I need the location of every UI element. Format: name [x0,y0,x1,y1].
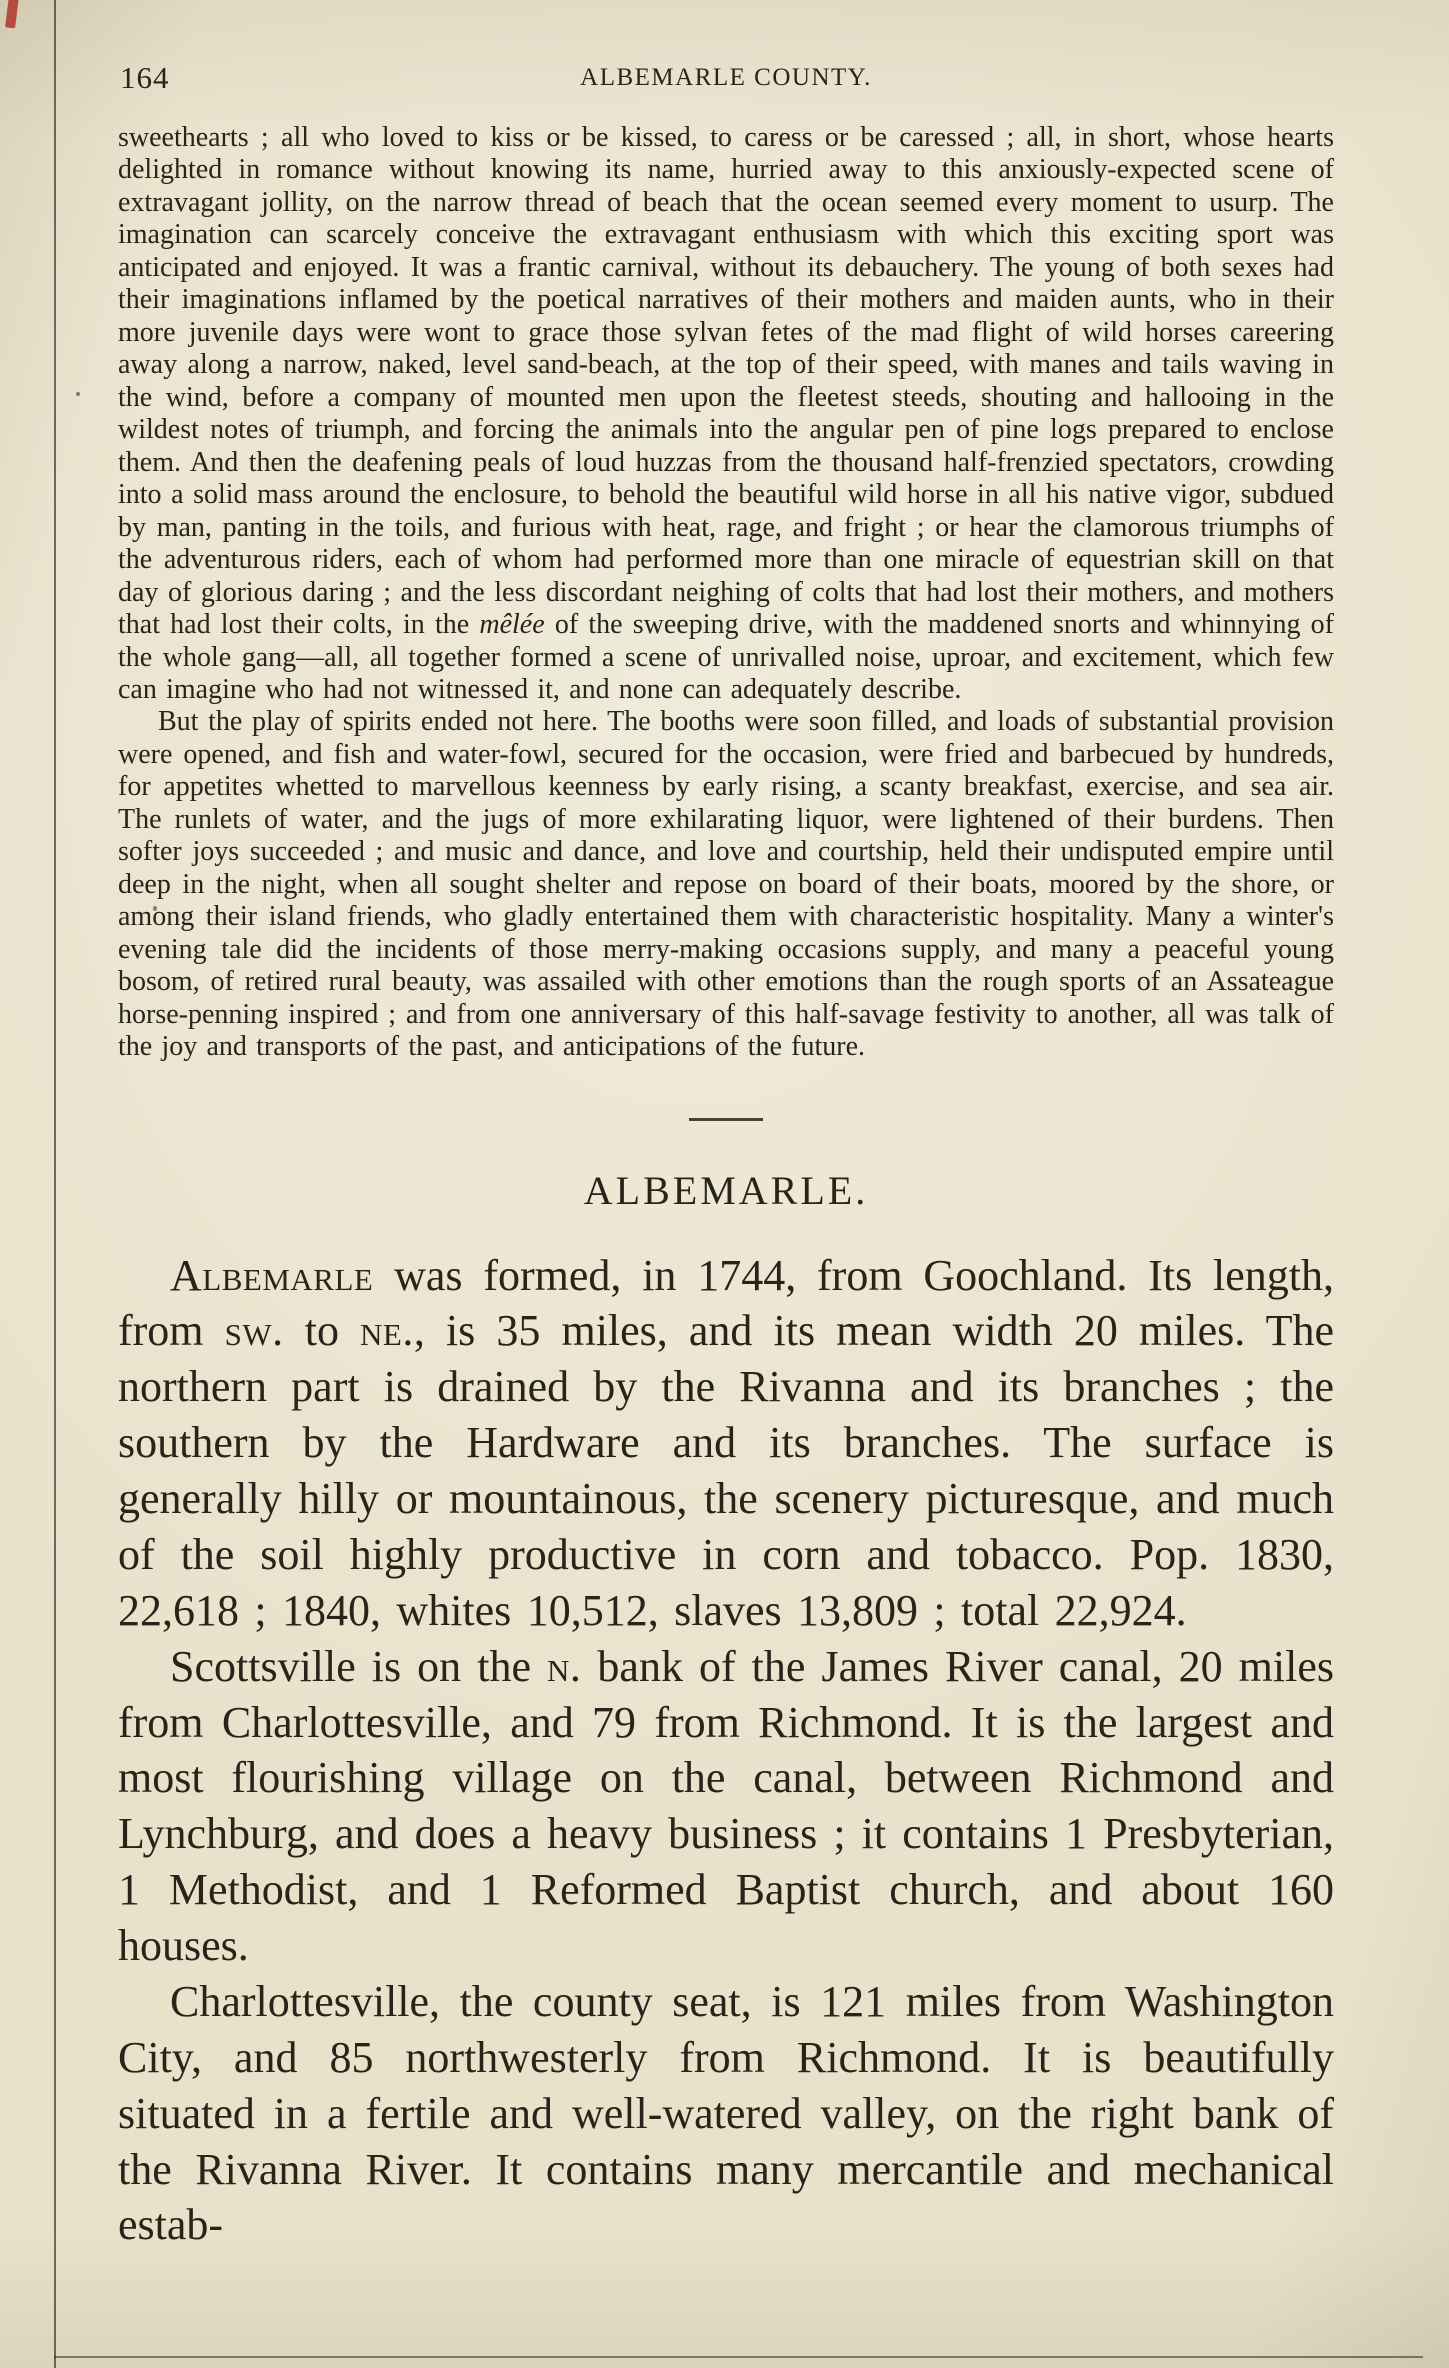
running-title: ALBEMARLE COUNTY. [580,64,872,91]
paragraph-horse-penning: sweethearts ; all who loved to kiss or be kissed, to caress or be caressed ; all, in short, whose hearts delighted in romance without knowing its name, hurried away to this anxiously-expected scene of extravagant jollity, on the narrow thread of beach that the ocean seemed every moment to usurp. The imagination can scarcely conceive the extravagant enthusiasm with which this exciting sport was anticipated and enjoyed. It was a frantic carnival, without its debauchery. The young of both sexes had their imaginations inflamed by the poetical narratives of their mothers and maiden aunts, who in their more juvenile days were wont to grace those sylvan fetes of the mad flight of wild horses careering away along a narrow, naked, level sand-beach, at the top of their speed, with manes and tails waving in the wind, before a company of mounted men upon the fleetest steeds, shouting and hallooing in the wildest notes of triumph, and forcing the animals into the angular pen of pine logs prepared to enclose them. And then the deafening peals of loud huzzas from the thousand half-frenzied spectators, crowding into a solid mass around the enclosure, to behold the beautiful wild horse in all his native vigor, subdued by man, panting in the toils, and furious with heat, rage, and fright ; or hear the clamorous triumphs of the adventurous riders, each of whom had performed more than one miracle of equestrian skill on that day of glorious daring ; and the less discordant neighing of colts that had lost their mothers, and mothers that had lost their colts, in the mêlée of the sweeping drive, with the maddened snorts and whinnying of the whole gang—all, all together formed a scene of unrivalled noise, uproar, and excitement, which few can imagine who had not witnessed it, and none can adequately describe. [118,122,1334,705]
scan-edge-line-left [54,0,56,2368]
ink-speck [76,392,80,396]
page-number: 164 [120,60,170,95]
paragraph-charlottesville: Charlottesville, the county seat, is 121 miles from Washington City, and 85 northwesterly from Richmond. It is beautifully situated in a fertile and well-watered valley, on the right bank of the Rivanna River. It contains many mercantile and mechanical estab- [118,1976,1334,2250]
page-header [118,56,1334,98]
section-divider [689,1118,763,1121]
text-block [118,56,1334,2253]
red-ink-mark [5,0,19,28]
paragraph-albemarle-overview: Albemarle was formed, in 1744, from Goochland. Its length, from sw. to ne., is 35 miles, and its mean width 20 miles. The northern part is drained by the Rivanna and its branches ; the southern by the Hardware and its branches. The surface is generally hilly or mountainous, the scenery picturesque, and much of the soil highly productive in corn and tobacco. Pop. 1830, 22,618 ; 1840, whites 10,512, slaves 13,809 ; total 22,924. [118,1250,1334,1635]
paragraph-festivity: But the play of spirits ended not here. The booths were soon filled, and loads of substantial provision were opened, and fish and water-fowl, secured for the occasion, were fried and barbecued by hundreds, for appetites whetted to marvellous keenness by early rising, a scanty breakfast, exercise, and sea air. The runlets of water, and the jugs of more exhilarating liquor, were lightened of their burdens. Then softer joys succeeded ; and music and dance, and love and courtship, held their undisputed empire until deep in the night, when all sought shelter and repose on board of their boats, moored by the shore, or among their island friends, who gladly entertained them with characteristic hospitality. Many a winter's evening tale did the incidents of those merry-making occasions supply, and many a peaceful young bosom, of retired rural beauty, was assailed with other emotions than the rough sports of an Assateague horse-penning inspired ; and from one anniversary of this half-savage festivity to another, all was talk of the joy and transports of the past, and anticipations of the future. [118,706,1334,1063]
section-heading: ALBEMARLE. [583,1167,869,1213]
paragraph-scottsville: Scottsville is on the n. bank of the James River canal, 20 miles from Charlottesville, and 79 from Richmond. It is the largest and most flourishing village on the canal, between Richmond and Lynchburg, and does a heavy business ; it contains 1 Presbyterian, 1 Methodist, and 1 Reformed Baptist church, and about 160 houses. [118,1641,1334,1971]
scan-edge-line-bottom [54,2356,1423,2358]
